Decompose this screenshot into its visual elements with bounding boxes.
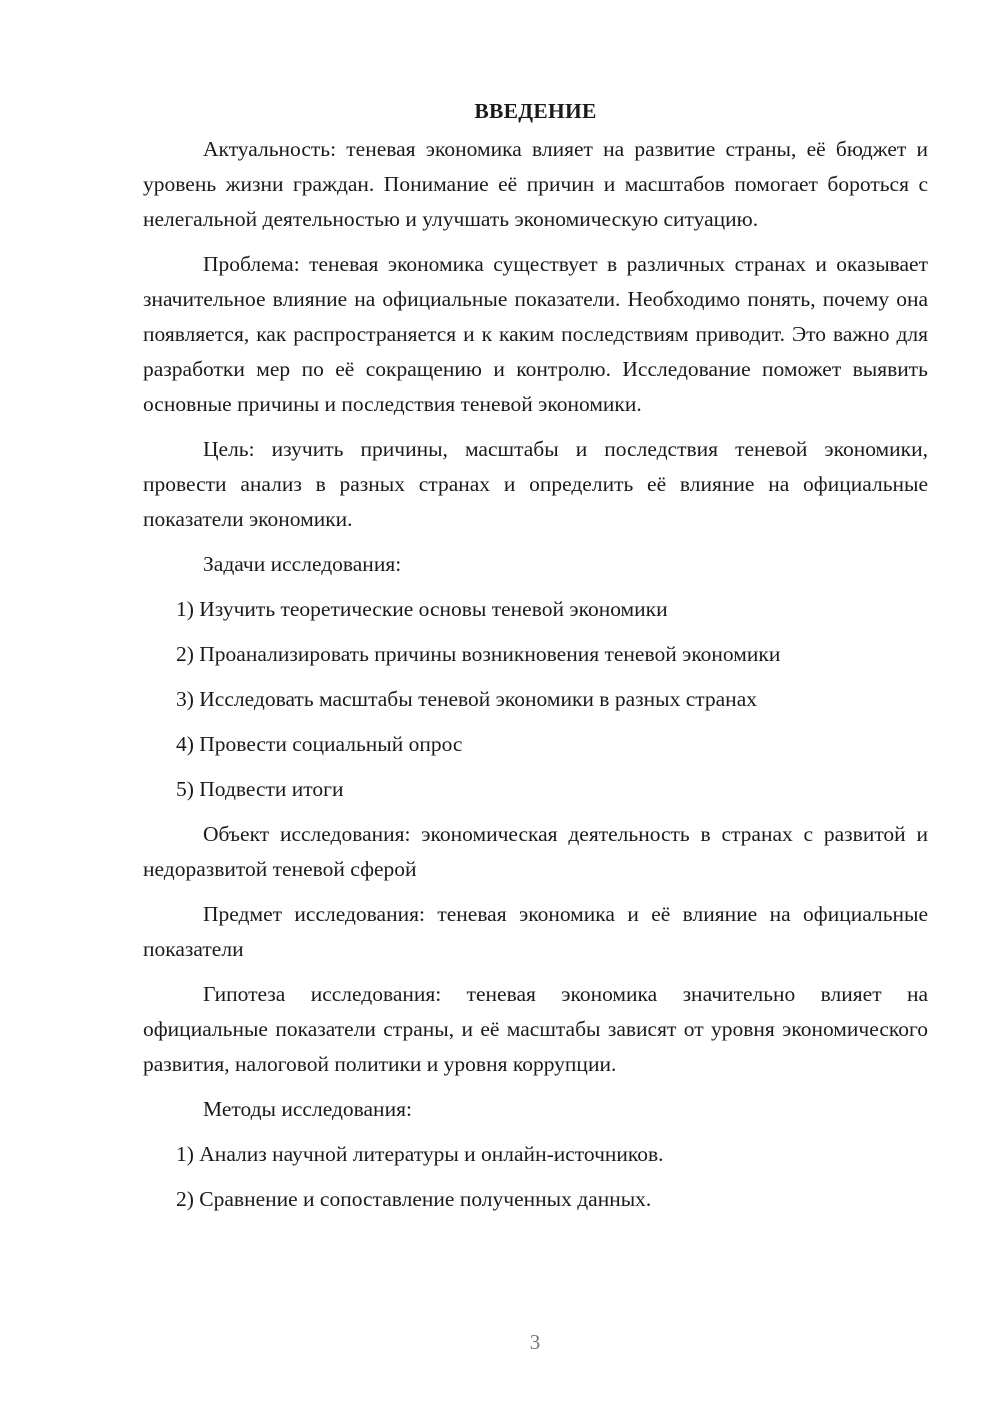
section-title: ВВЕДЕНИЕ <box>474 99 597 123</box>
methods-list <box>143 1137 928 1217</box>
list-item: 5) Подвести итоги <box>176 777 344 801</box>
relevance-paragraph: Актуальность: теневая экономика влияет на развитие страны, её бюджет и уровень жизни граждан. Понимание её причин и масштабов помогает бороться с нелегальной деятельностью и улучшать экономическую ситуацию. <box>143 137 928 231</box>
list-item: 1) Анализ научной литературы и онлайн-источников. <box>176 1142 664 1166</box>
list-item: 1) Изучить теоретические основы теневой экономики <box>176 597 668 621</box>
object-paragraph: Объект исследования: экономическая деятельность в странах с развитой и недоразвитой теневой сферой <box>143 822 928 881</box>
page-number: 3 <box>529 1330 541 1354</box>
problem-paragraph: Проблема: теневая экономика существует в различных странах и оказывает значительное влияние на официальные показатели. Необходимо понять, почему она появляется, как распространяется и к каким последствиям приводит. Это важно для разработки мер по её сокращению и контролю. Исследование поможет выявить основные причины и последствия теневой экономики. <box>143 252 928 416</box>
subject-paragraph: Предмет исследования: теневая экономика и её влияние на официальные показатели <box>143 902 928 961</box>
list-item: 2) Проанализировать причины возникновения теневой экономики <box>176 642 781 666</box>
list-item: 3) Исследовать масштабы теневой экономики в разных странах <box>176 687 757 711</box>
list-item: 2) Сравнение и сопоставление полученных данных. <box>176 1187 652 1211</box>
goal-paragraph: Цель: изучить причины, масштабы и последствия теневой экономики, провести анализ в разных странах и определить её влияние на официальные показатели экономики. <box>143 437 928 531</box>
tasks-list <box>143 592 928 807</box>
list-item: 4) Провести социальный опрос <box>176 732 463 756</box>
tasks-heading: Задачи исследования: <box>203 552 402 576</box>
document-page <box>143 96 928 1227</box>
methods-heading: Методы исследования: <box>203 1097 412 1121</box>
hypothesis-paragraph: Гипотеза исследования: теневая экономика значительно влияет на официальные показатели страны, и её масштабы зависят от уровня экономического развития, налоговой политики и уровня коррупции. <box>143 982 928 1076</box>
